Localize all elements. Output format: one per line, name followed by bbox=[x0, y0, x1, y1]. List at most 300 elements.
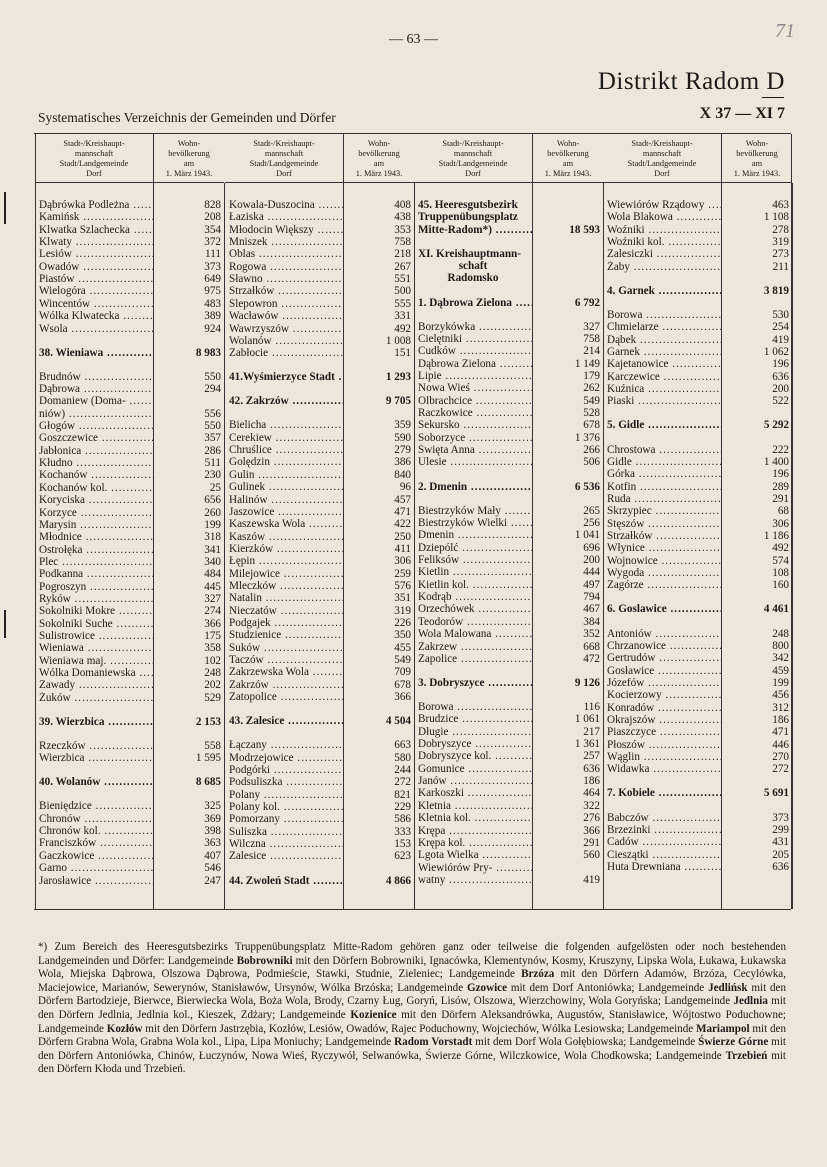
column-body bbox=[603, 183, 792, 909]
place-name: Zapolice ..... bbox=[414, 653, 532, 665]
table-row bbox=[414, 787, 603, 799]
population-value: 590 bbox=[394, 431, 411, 444]
place-name: Kaszewska Wola ..... bbox=[225, 518, 343, 530]
population-value: 1 108 bbox=[763, 211, 789, 224]
place-name: Wiewiórów Rządowy ..... bbox=[603, 199, 721, 211]
place-name: Kaszów ..... bbox=[225, 531, 343, 543]
population-value: 350 bbox=[394, 629, 411, 642]
population-value: 1 062 bbox=[763, 345, 789, 358]
place-name: Sławno ..... bbox=[225, 273, 343, 285]
table-row bbox=[414, 321, 603, 333]
place-name: 1. Dąbrowa Zielona ..... bbox=[414, 297, 532, 309]
population-value: 9 705 bbox=[385, 395, 411, 408]
population-value: 366 bbox=[394, 691, 411, 704]
population-value: 151 bbox=[394, 347, 411, 360]
place-name: Wola Malowana ..... bbox=[414, 628, 532, 640]
population-value: 3 819 bbox=[763, 284, 789, 297]
place-name: Marysin ..... bbox=[35, 519, 153, 531]
population-value: 550 bbox=[204, 370, 221, 383]
table-row bbox=[603, 812, 792, 824]
table-row bbox=[414, 395, 603, 407]
table-row bbox=[225, 419, 414, 431]
place-name: Chrostowa ..... bbox=[603, 444, 721, 456]
place-name: Biestrzyków Mały ..... bbox=[414, 505, 532, 517]
table-row bbox=[414, 812, 603, 824]
population-value: 758 bbox=[583, 332, 600, 345]
place-name: Kotfin ..... bbox=[603, 481, 721, 493]
place-name: Ruda ..... bbox=[603, 493, 721, 505]
place-name: Sulistrowice ..... bbox=[35, 630, 153, 642]
place-name: Sokolniki Suche ..... bbox=[35, 618, 153, 630]
place-name: Kletnia kol. ..... bbox=[414, 812, 532, 824]
place-name: Stęszów ..... bbox=[603, 518, 721, 530]
column-body bbox=[414, 183, 603, 909]
place-name: Franciszków ..... bbox=[35, 837, 153, 849]
place-name: Ulesie ..... bbox=[414, 456, 532, 468]
place-name: Kierzków ..... bbox=[225, 543, 343, 555]
table-row bbox=[414, 726, 603, 738]
place-name: Wierzbica ..... bbox=[35, 752, 153, 764]
population-value: 218 bbox=[394, 248, 411, 261]
table-row bbox=[35, 395, 224, 407]
gemeinde-total-row bbox=[414, 677, 603, 689]
population-value: 327 bbox=[204, 592, 221, 605]
population-value: 386 bbox=[394, 456, 411, 469]
place-name: Zabłocie ..... bbox=[225, 347, 343, 359]
page-number: — 63 — bbox=[389, 32, 438, 47]
table-row bbox=[603, 555, 792, 567]
population-value: 247 bbox=[204, 874, 221, 887]
population-value: 1 293 bbox=[385, 371, 411, 384]
table-row bbox=[225, 592, 414, 604]
table-row bbox=[603, 739, 792, 751]
table-row bbox=[35, 408, 224, 420]
population-value: 438 bbox=[394, 211, 411, 224]
population-value: 260 bbox=[204, 506, 221, 519]
place-name: Płoszów ..... bbox=[603, 739, 721, 751]
population-value: 821 bbox=[394, 788, 411, 801]
population-value: 549 bbox=[394, 654, 411, 667]
place-name: Polany ..... bbox=[225, 789, 343, 801]
population-value: 217 bbox=[583, 725, 600, 738]
population-value: 471 bbox=[772, 726, 789, 739]
table-row bbox=[603, 726, 792, 738]
place-name: Nowa Wieś ..... bbox=[414, 382, 532, 394]
population-value: 2 153 bbox=[195, 715, 221, 728]
table-row bbox=[603, 751, 792, 763]
population-value: 8 983 bbox=[195, 346, 221, 359]
place-name: Soborzyce ..... bbox=[414, 432, 532, 444]
place-name: Młodocin Większy ..... bbox=[225, 224, 343, 236]
population-value: 4 461 bbox=[763, 603, 789, 616]
population-value: 419 bbox=[583, 873, 600, 886]
place-name: Zatopolice ..... bbox=[225, 691, 343, 703]
place-name: Zakrzów ..... bbox=[225, 679, 343, 691]
table-row bbox=[603, 456, 792, 468]
population-value: 464 bbox=[583, 787, 600, 800]
population-value: 327 bbox=[583, 320, 600, 333]
table-row bbox=[35, 667, 224, 679]
place-name: Piaszczyce ..... bbox=[603, 726, 721, 738]
table-row bbox=[225, 347, 414, 359]
place-name: Borowa ..... bbox=[603, 309, 721, 321]
table-row bbox=[225, 568, 414, 580]
column-header-name: Stadt-/Kreishaupt- mannschaft Stadt/Landgemeinde Dorf bbox=[438, 139, 508, 178]
place-name: Gidle ..... bbox=[603, 456, 721, 468]
population-value: 560 bbox=[583, 849, 600, 862]
population-value: 286 bbox=[204, 444, 221, 457]
gemeinde-total-row bbox=[603, 603, 792, 615]
table-row bbox=[603, 714, 792, 726]
population-value: 291 bbox=[772, 492, 789, 505]
population-value: 408 bbox=[394, 199, 411, 211]
table-row bbox=[414, 738, 603, 750]
column-header-population: Wohn- bevölkerung am 1. März 1943. bbox=[343, 134, 414, 182]
place-name: Kletnia ..... bbox=[414, 800, 532, 812]
table-row bbox=[603, 468, 792, 480]
place-name: Dąbek ..... bbox=[603, 334, 721, 346]
place-name: Rzeczków ..... bbox=[35, 740, 153, 752]
place-name: 4. Garnek ..... bbox=[603, 285, 721, 297]
table-row bbox=[603, 224, 792, 236]
table-bottom-rule bbox=[34, 909, 791, 910]
population-value: 1 186 bbox=[763, 529, 789, 542]
population-value: 5 691 bbox=[763, 787, 789, 800]
population-value: 529 bbox=[204, 691, 221, 704]
table-row bbox=[35, 298, 224, 310]
place-name: Raczkowice ..... bbox=[414, 407, 532, 419]
place-name: Strzałków ..... bbox=[603, 530, 721, 542]
population-value: 250 bbox=[394, 530, 411, 543]
population-value: 186 bbox=[583, 775, 600, 788]
table-row bbox=[225, 776, 414, 788]
gemeinde-total-row bbox=[225, 715, 414, 727]
population-value: 319 bbox=[394, 604, 411, 617]
column-header bbox=[603, 134, 792, 183]
population-value: 546 bbox=[204, 862, 221, 875]
population-value bbox=[532, 211, 603, 223]
table-row bbox=[225, 654, 414, 666]
population-value: 580 bbox=[394, 751, 411, 764]
place-name: Korzyce ..... bbox=[35, 507, 153, 519]
table-row bbox=[225, 323, 414, 335]
table-row bbox=[225, 469, 414, 481]
population-value bbox=[532, 199, 603, 211]
population-value: 649 bbox=[204, 273, 221, 286]
population-value: 551 bbox=[394, 273, 411, 286]
place-name: Zalesiczki ..... bbox=[603, 248, 721, 260]
table-row bbox=[225, 211, 414, 223]
place-name: Woźniki kol. ..... bbox=[603, 236, 721, 248]
gemeinde-total-row bbox=[414, 224, 603, 236]
district-title: Distrikt Radom D bbox=[597, 68, 785, 95]
table-row bbox=[225, 642, 414, 654]
place-name: Chrzanowice ..... bbox=[603, 640, 721, 652]
place-name: Bielicha ..... bbox=[225, 419, 343, 431]
population-value: 828 bbox=[204, 199, 221, 211]
population-value: 459 bbox=[772, 664, 789, 677]
table-row bbox=[35, 432, 224, 444]
table-row bbox=[414, 456, 603, 468]
table-row bbox=[603, 236, 792, 248]
place-name: Ryków ..... bbox=[35, 593, 153, 605]
table-row bbox=[35, 507, 224, 519]
place-name: Gertrudów ..... bbox=[603, 652, 721, 664]
table-column-4 bbox=[603, 134, 792, 909]
place-name: Krępa ..... bbox=[414, 825, 532, 837]
table-row bbox=[35, 593, 224, 605]
column-header bbox=[225, 134, 414, 183]
place-name: Kochanów kol. ..... bbox=[35, 482, 153, 494]
table-row bbox=[603, 395, 792, 407]
place-name: Studzienice ..... bbox=[225, 629, 343, 641]
table-row bbox=[35, 445, 224, 457]
table-row bbox=[414, 763, 603, 775]
population-value: 1 008 bbox=[385, 334, 411, 347]
place-name: Łączany ..... bbox=[225, 739, 343, 751]
column-header-name: Stadt-/Kreishaupt- mannschaft Stadt/Landgemeinde Dorf bbox=[249, 139, 319, 178]
table-row bbox=[603, 518, 792, 530]
population-value: 4 866 bbox=[385, 874, 411, 887]
place-name: Piastów ..... bbox=[35, 273, 153, 285]
table-row bbox=[35, 556, 224, 568]
table-row bbox=[414, 358, 603, 370]
table-row bbox=[35, 568, 224, 580]
table-row bbox=[35, 642, 224, 654]
population-value: 254 bbox=[772, 321, 789, 334]
place-name: Olbrachcice ..... bbox=[414, 395, 532, 407]
column-header-population: Wohn- bevölkerung am 1. März 1943. bbox=[721, 134, 792, 182]
table-row bbox=[35, 655, 224, 667]
population-value: 340 bbox=[204, 555, 221, 568]
place-name: Wólka Domaniewska ..... bbox=[35, 667, 153, 679]
place-name: Kamińsk ..... bbox=[35, 211, 153, 223]
table-row bbox=[603, 861, 792, 873]
place-name: Skrzypiec ..... bbox=[603, 505, 721, 517]
place-name: Włynice ..... bbox=[603, 542, 721, 554]
place-name: Lgota Wielka ..... bbox=[414, 849, 532, 861]
place-name: 40. Wolanów ..... bbox=[35, 776, 153, 788]
population-value: 333 bbox=[394, 825, 411, 838]
population-value: 262 bbox=[583, 382, 600, 395]
place-name: Golędzin ..... bbox=[225, 456, 343, 468]
place-name: Kochanów ..... bbox=[35, 469, 153, 481]
table-row bbox=[225, 432, 414, 444]
place-name: Brudzice ..... bbox=[414, 713, 532, 725]
table-row bbox=[414, 849, 603, 861]
place-name: Wolanów ..... bbox=[225, 335, 343, 347]
table-row bbox=[35, 630, 224, 642]
table-row bbox=[225, 481, 414, 493]
place-name: Wincentów ..... bbox=[35, 298, 153, 310]
place-name: Borowa ..... bbox=[414, 701, 532, 713]
place-name: Sekursko ..... bbox=[414, 419, 532, 431]
place-name: Taczów ..... bbox=[225, 654, 343, 666]
population-value: 248 bbox=[772, 627, 789, 640]
population-value: 696 bbox=[583, 541, 600, 554]
population-value: 709 bbox=[394, 666, 411, 679]
table-row bbox=[35, 800, 224, 812]
place-name: Żaby ..... bbox=[603, 261, 721, 273]
place-name: Dobryszyce ..... bbox=[414, 738, 532, 750]
population-value: 366 bbox=[583, 824, 600, 837]
population-value: 108 bbox=[772, 567, 789, 580]
place-name: Zalesice ..... bbox=[225, 850, 343, 862]
place-name: Młodnice ..... bbox=[35, 531, 153, 543]
place-name: Cadów ..... bbox=[603, 836, 721, 848]
table-row bbox=[603, 505, 792, 517]
place-name: Bieniędzice ..... bbox=[35, 800, 153, 812]
table-row bbox=[414, 775, 603, 787]
place-name: 41.Wyśmierzyce Stadt ..... bbox=[225, 371, 343, 383]
table-subtitle: Systematisches Verzeichnis der Gemeinden und Dörfer bbox=[38, 110, 336, 125]
population-value: 331 bbox=[394, 310, 411, 323]
population-value: 342 bbox=[772, 652, 789, 665]
place-name: watny ..... bbox=[414, 874, 532, 886]
population-value: 116 bbox=[583, 701, 600, 714]
place-name: Chronów ..... bbox=[35, 813, 153, 825]
table-row bbox=[35, 752, 224, 764]
population-value: 407 bbox=[204, 849, 221, 862]
gemeinde-total-row bbox=[35, 776, 224, 788]
population-value: 457 bbox=[394, 493, 411, 506]
place-name: Mitte-Radom*) ..... bbox=[414, 224, 532, 236]
place-name: Sokolniki Mokre ..... bbox=[35, 605, 153, 617]
place-name: 45. Heeresgutsbezirk bbox=[418, 199, 518, 211]
population-value: 558 bbox=[204, 739, 221, 752]
column-header bbox=[35, 134, 224, 183]
column-header-name: Stadt-/Kreishaupt- mannschaft Stadt/Landgemeinde Dorf bbox=[627, 139, 697, 178]
population-value: 794 bbox=[583, 591, 600, 604]
table-row bbox=[414, 616, 603, 628]
population-value: 318 bbox=[204, 531, 221, 544]
population-value: 444 bbox=[583, 566, 600, 579]
footnote: *) Zum Bereich des Heeresgutsbezirks Truppenübungsplatz Mitte-Radom gehören ganz oder teilweise die folgenden aufgelösten oder noch bestehenden Landgemeinden und Dörfer: Landgemeinde Bobrowniki mit den Dörfern Bobrowniki, Ignacówka, Klementynów, Kosmy, Kruszyny, Lipska Wola, Łukawa, Łukawska Wola, Miejska Dąbrowa, Olszowa Dąbrowa, Podmieście, Stawki, Studnie, Zieleniec; Landgemeinde Brzóza mit den Dörfern Adamów, Brzóza, Cecylówka, Maciejowice, Marianów, Sewerynów, Stanisławów, Ursynów, Wólka Brzóska; Landgemeinde Gzowice mit dem Dorf Antoniówka; Landgemeinde Jedlińsk mit den Dörfern Bartodzieje, Bierwce, Bierwiecka Wola, Boża Wola, Brody, Czarny Ług, Goryń, Lisów, Olszowa, Wierzchowiny, Wola Goryńska; Landgemeinde Jedlnia mit den Dörfern Jedlnia, Jedlnia kol., Kieszek, Zdżary; Landgemeinde Kozienice mit den Dörfern Aleksandrówka, Augustów, Stanisławice, Wójtostwo Poduchowne; Landgemeinde Kozłów mit den Dörfern Jastrzębia, Kozłów, Lesiów, Owadów, Rajec Poduchowny, Wojciechów, Wólka Lesiowska; Landgemeinde Mariampol mit den Dörfern Grabna Wola, Grabna Wola kol., Lipa, Lipa Moniuchy; Landgemeinde Radom Vorstadt mit dem Dorf Wola Gołębiowska; Landgemeinde Świerze Górne mit den Dörfern Antoniówka, Chinów, Łuczynów, Nowa Wieś, Ryczywół, Selwanówka, Świerze Górne, Wilczkowice, Wola Chodkowska; Landgemeinde Trzebień mit den Dörfern Kłoda und Trzebień. bbox=[38, 941, 787, 1076]
table-row bbox=[414, 345, 603, 357]
population-value: 373 bbox=[772, 811, 789, 824]
population-value: 1 149 bbox=[574, 357, 600, 370]
gemeinde-total-row bbox=[414, 481, 603, 493]
table-row bbox=[603, 652, 792, 664]
table-row bbox=[414, 653, 603, 665]
population-value: 422 bbox=[394, 518, 411, 531]
population-value: 550 bbox=[204, 420, 221, 433]
population-value: 160 bbox=[772, 579, 789, 592]
table-row bbox=[414, 628, 603, 640]
table-row bbox=[225, 580, 414, 592]
table-row bbox=[414, 837, 603, 849]
table-row bbox=[603, 628, 792, 640]
place-name: Radomsko bbox=[447, 272, 499, 285]
place-name: Karkoszki ..... bbox=[414, 787, 532, 799]
place-name: Ostrołęka ..... bbox=[35, 544, 153, 556]
population-value: 456 bbox=[772, 689, 789, 702]
table-row bbox=[225, 617, 414, 629]
population-value: 226 bbox=[394, 617, 411, 630]
table-row bbox=[603, 763, 792, 775]
place-name: Wólka Klwatecka ..... bbox=[35, 310, 153, 322]
place-name: Dmenin ..... bbox=[414, 529, 532, 541]
gemeinde-total-row bbox=[35, 347, 224, 359]
place-name: Wąglin ..... bbox=[603, 751, 721, 763]
table-row bbox=[603, 211, 792, 223]
place-name: Rogowa ..... bbox=[225, 261, 343, 273]
population-value: 312 bbox=[772, 701, 789, 714]
column-header-name: Stadt-/Kreishaupt- mannschaft Stadt/Landgemeinde Dorf bbox=[59, 139, 129, 178]
table-row bbox=[603, 321, 792, 333]
table-row bbox=[414, 432, 603, 444]
population-value: 179 bbox=[583, 370, 600, 383]
table-row bbox=[35, 236, 224, 248]
population-value: 257 bbox=[583, 750, 600, 763]
place-name: Kłudno ..... bbox=[35, 457, 153, 469]
place-name: Jabłonica ..... bbox=[35, 445, 153, 457]
population-value: 369 bbox=[204, 812, 221, 825]
place-name: Podsuliszka ..... bbox=[225, 776, 343, 788]
table-column-2 bbox=[225, 134, 414, 909]
gemeinde-total-row bbox=[414, 260, 603, 272]
table-row bbox=[414, 529, 603, 541]
place-name: Gaczkowice ..... bbox=[35, 850, 153, 862]
place-name: Suliszka ..... bbox=[225, 826, 343, 838]
population-value: 351 bbox=[394, 592, 411, 605]
population-value: 353 bbox=[394, 223, 411, 236]
place-name: Zawady ..... bbox=[35, 679, 153, 691]
table-row bbox=[35, 469, 224, 481]
population-value: 506 bbox=[583, 456, 600, 469]
place-name: Antoniów ..... bbox=[603, 628, 721, 640]
table-row bbox=[225, 298, 414, 310]
place-name: Cieszątki ..... bbox=[603, 849, 721, 861]
gemeinde-total-row bbox=[225, 395, 414, 407]
place-name: Chmielarze ..... bbox=[603, 321, 721, 333]
population-value: 199 bbox=[772, 676, 789, 689]
table-row bbox=[225, 456, 414, 468]
population-value: 484 bbox=[204, 568, 221, 581]
place-name: 5. Gidle ..... bbox=[603, 419, 721, 431]
table-row bbox=[414, 750, 603, 762]
place-name: Feliksów ..... bbox=[414, 554, 532, 566]
place-name: Teodorów ..... bbox=[414, 616, 532, 628]
table-row bbox=[35, 248, 224, 260]
table-row bbox=[603, 530, 792, 542]
place-name: Dąbrowa ..... bbox=[35, 383, 153, 395]
place-name: Domaniew (Doma- ..... bbox=[35, 395, 153, 407]
table-row bbox=[225, 506, 414, 518]
place-name: Pogroszyn ..... bbox=[35, 581, 153, 593]
table-row bbox=[414, 591, 603, 603]
population-value: 299 bbox=[772, 823, 789, 836]
population-value: 341 bbox=[204, 543, 221, 556]
place-name: 43. Zalesice ..... bbox=[225, 715, 343, 727]
population-value: 291 bbox=[583, 836, 600, 849]
table-row bbox=[35, 273, 224, 285]
column-header bbox=[414, 134, 603, 183]
place-name: Wojnowice ..... bbox=[603, 555, 721, 567]
column-body bbox=[225, 183, 414, 909]
population-value: 372 bbox=[204, 236, 221, 249]
population-value: 623 bbox=[394, 850, 411, 863]
table-row bbox=[35, 825, 224, 837]
population-value: 273 bbox=[772, 248, 789, 261]
place-name: Wola Blakowa ..... bbox=[603, 211, 721, 223]
table-row bbox=[35, 519, 224, 531]
population-value: 278 bbox=[772, 223, 789, 236]
population-value: 576 bbox=[394, 579, 411, 592]
place-name: Garno ..... bbox=[35, 862, 153, 874]
place-name: Kodrąb ..... bbox=[414, 591, 532, 603]
gemeinde-total-row bbox=[603, 285, 792, 297]
